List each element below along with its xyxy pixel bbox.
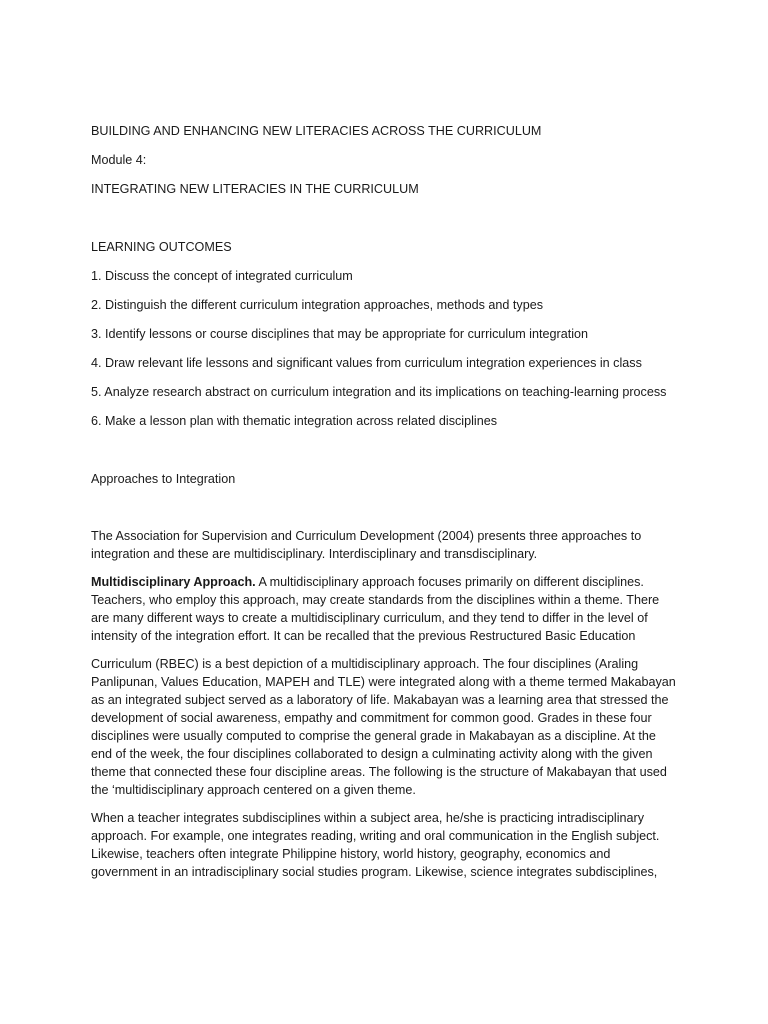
multidisciplinary-lead: Multidisciplinary Approach. <box>91 575 256 589</box>
module-subtitle: INTEGRATING NEW LITERACIES IN THE CURRICULUM <box>91 182 419 196</box>
paragraph-line: intensity of the integration effort. It can be recalled that the previous Restructured Basic Education <box>91 629 636 643</box>
paragraph-line: government in an intradisciplinary social studies program. Likewise, science integrates subdisciplines, <box>91 865 658 879</box>
outcome-item: 6. Make a lesson plan with thematic integration across related disciplines <box>91 414 498 428</box>
module-label: Module 4: <box>91 153 147 167</box>
outcome-item: 1. Discuss the concept of integrated curriculum <box>91 269 353 283</box>
paragraph-line: development of social awareness, empathy and commitment for common good. Grades in these four <box>91 711 652 725</box>
rbec-paragraph <box>91 655 676 799</box>
paragraph-line: Teachers, who employ this approach, may create standards from the disciplines within a theme. There <box>91 593 660 607</box>
paragraph-line: The Association for Supervision and Curriculum Development (2004) presents three approaches to <box>91 529 642 543</box>
paragraph-line: are many different ways to create a multidisciplinary curriculum, and they tend to differ in the level of <box>91 611 648 625</box>
paragraph-text: A multidisciplinary approach focuses primarily on different disciplines. <box>255 575 644 589</box>
paragraph-line: as an integrated subject served as a laboratory of life. Makabayan was a learning area that stressed the <box>91 693 669 707</box>
learning-outcomes-heading: LEARNING OUTCOMES <box>91 240 232 254</box>
paragraph-line: the ‘multidisciplinary approach centered on a given theme. <box>91 783 416 797</box>
paragraph-line: Likewise, teachers often integrate Philippine history, world history, geography, economics and <box>91 847 611 861</box>
intradisciplinary-paragraph <box>91 809 676 881</box>
paragraph-line: approach. For example, one integrates reading, writing and oral communication in the English subject. <box>91 829 660 843</box>
paragraph-line: Curriculum (RBEC) is a best depiction of a multidisciplinary approach. The four disciplines (Araling <box>91 657 639 671</box>
paragraph-line: end of the week, the four disciplines collaborated to design a culminating activity along with the given <box>91 747 653 761</box>
document-title: BUILDING AND ENHANCING NEW LITERACIES ACROSS THE CURRICULUM <box>91 124 542 138</box>
intro-paragraph <box>91 527 676 563</box>
outcome-item: 5. Analyze research abstract on curriculum integration and its implications on teaching-learning process <box>91 385 667 399</box>
paragraph-line <box>91 573 676 591</box>
multidisciplinary-paragraph <box>91 573 676 645</box>
paragraph-line: integration and these are multidisciplinary. Interdisciplinary and transdisciplinary. <box>91 547 538 561</box>
section-heading: Approaches to Integration <box>91 472 236 486</box>
paragraph-line: When a teacher integrates subdisciplines within a subject area, he/she is practicing intradisciplinary <box>91 811 645 825</box>
outcome-item: 3. Identify lessons or course disciplines that may be appropriate for curriculum integration <box>91 327 588 341</box>
outcome-item: 4. Draw relevant life lessons and significant values from curriculum integration experiences in class <box>91 356 642 370</box>
paragraph-line: Panlipunan, Values Education, MAPEH and TLE) were integrated along with a theme termed Makabayan <box>91 675 676 689</box>
paragraph-line: theme that connected these four discipline areas. The following is the structure of Makabayan that used <box>91 765 667 779</box>
paragraph-line: disciplines were usually computed to comprise the general grade in Makabayan as a discipline. At the <box>91 729 656 743</box>
outcome-item: 2. Distinguish the different curriculum integration approaches, methods and types <box>91 298 543 312</box>
document-body <box>91 122 676 881</box>
